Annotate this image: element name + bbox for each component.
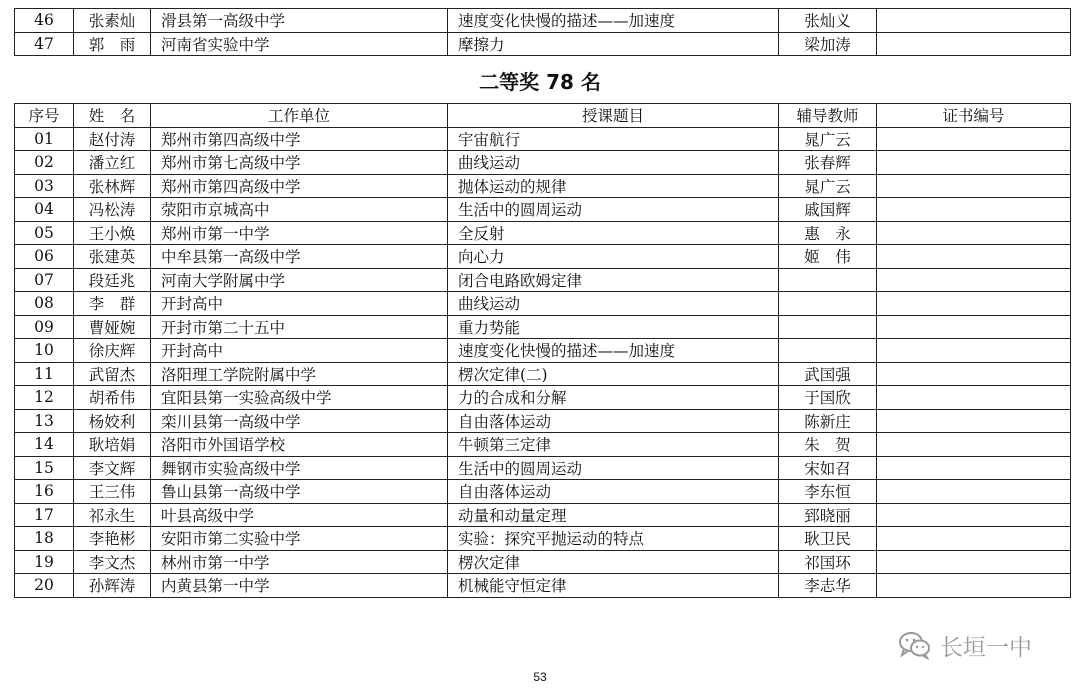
cell-teacher: 郅晓丽 — [779, 503, 877, 527]
cell-teacher: 晁广云 — [779, 174, 877, 198]
cell-topic: 楞次定律 — [448, 550, 779, 574]
cell-no: 07 — [15, 268, 74, 292]
cell-no: 15 — [15, 456, 74, 480]
cell-teacher: 张春辉 — [779, 151, 877, 175]
cell-topic: 闭合电路欧姆定律 — [448, 268, 779, 292]
cell-teacher — [779, 339, 877, 363]
cell-unit: 舞钢市实验高级中学 — [151, 456, 448, 480]
cell-cert — [877, 386, 1071, 410]
cell-no: 14 — [15, 433, 74, 457]
cell-cert — [877, 550, 1071, 574]
cell-no: 04 — [15, 198, 74, 222]
cell-unit: 开封市第二十五中 — [151, 315, 448, 339]
cell-no: 16 — [15, 480, 74, 504]
table-row — [15, 386, 1071, 410]
cell-teacher: 晁广云 — [779, 127, 877, 151]
cell-topic: 自由落体运动 — [448, 480, 779, 504]
cell-teacher: 武国强 — [779, 362, 877, 386]
cell-teacher: 李东恒 — [779, 480, 877, 504]
previous-winners-table — [14, 8, 1071, 56]
cell-name: 张建英 — [74, 245, 151, 269]
cell-teacher: 姬 伟 — [779, 245, 877, 269]
cell-cert — [877, 456, 1071, 480]
cell-cert — [877, 574, 1071, 598]
cell-name: 张素灿 — [74, 9, 151, 33]
cell-unit: 开封高中 — [151, 339, 448, 363]
cell-teacher: 祁国环 — [779, 550, 877, 574]
cell-topic: 楞次定律(二) — [448, 362, 779, 386]
table-row — [15, 339, 1071, 363]
cell-topic: 宇宙航行 — [448, 127, 779, 151]
cell-unit: 滑县第一高级中学 — [151, 9, 448, 33]
cell-no: 08 — [15, 292, 74, 316]
cell-unit: 郑州市第七高级中学 — [151, 151, 448, 175]
cell-name: 冯松涛 — [74, 198, 151, 222]
cell-name: 武留杰 — [74, 362, 151, 386]
cell-cert — [877, 221, 1071, 245]
cell-name: 李文杰 — [74, 550, 151, 574]
cell-teacher — [779, 292, 877, 316]
cell-cert — [877, 9, 1071, 33]
cell-unit: 郑州市第四高级中学 — [151, 127, 448, 151]
header-teacher: 辅导教师 — [779, 104, 877, 128]
cell-topic: 牛顿第三定律 — [448, 433, 779, 457]
cell-no: 17 — [15, 503, 74, 527]
cell-name: 曹娅婉 — [74, 315, 151, 339]
table-row — [15, 9, 1071, 33]
cell-cert — [877, 362, 1071, 386]
cell-teacher: 宋如召 — [779, 456, 877, 480]
cell-name: 祁永生 — [74, 503, 151, 527]
cell-name: 王小焕 — [74, 221, 151, 245]
header-name: 姓 名 — [74, 104, 151, 128]
cell-topic: 力的合成和分解 — [448, 386, 779, 410]
cell-teacher: 梁加涛 — [779, 32, 877, 56]
header-topic: 授课题目 — [448, 104, 779, 128]
cell-topic: 生活中的圆周运动 — [448, 198, 779, 222]
cell-no: 03 — [15, 174, 74, 198]
table-row — [15, 245, 1071, 269]
cell-unit: 安阳市第二实验中学 — [151, 527, 448, 551]
cell-name: 孙辉涛 — [74, 574, 151, 598]
table-row — [15, 480, 1071, 504]
cell-topic: 曲线运动 — [448, 151, 779, 175]
cell-cert — [877, 315, 1071, 339]
cell-teacher: 陈新庄 — [779, 409, 877, 433]
cell-teacher — [779, 315, 877, 339]
cell-topic: 自由落体运动 — [448, 409, 779, 433]
section-title: 二等奖 78 名 — [479, 70, 601, 94]
cell-no: 11 — [15, 362, 74, 386]
cell-unit: 郑州市第一中学 — [151, 221, 448, 245]
cell-name: 郭 雨 — [74, 32, 151, 56]
cell-unit: 郑州市第四高级中学 — [151, 174, 448, 198]
table-row — [15, 174, 1071, 198]
cell-name: 耿培娟 — [74, 433, 151, 457]
table-row — [15, 221, 1071, 245]
table-row — [15, 456, 1071, 480]
cell-teacher: 惠 永 — [779, 221, 877, 245]
cell-unit: 洛阳理工学院附属中学 — [151, 362, 448, 386]
cell-topic: 动量和动量定理 — [448, 503, 779, 527]
cell-cert — [877, 527, 1071, 551]
cell-cert — [877, 268, 1071, 292]
cell-name: 李文辉 — [74, 456, 151, 480]
cell-no: 19 — [15, 550, 74, 574]
cell-topic: 曲线运动 — [448, 292, 779, 316]
cell-no: 10 — [15, 339, 74, 363]
cell-no: 46 — [15, 9, 74, 33]
header-cert: 证书编号 — [877, 104, 1071, 128]
cell-unit: 荥阳市京城高中 — [151, 198, 448, 222]
cell-name: 张林辉 — [74, 174, 151, 198]
page-number: 53 — [533, 670, 547, 684]
cell-teacher: 朱 贺 — [779, 433, 877, 457]
cell-no: 05 — [15, 221, 74, 245]
cell-unit: 开封高中 — [151, 292, 448, 316]
second-prize-table — [14, 103, 1071, 598]
cell-cert — [877, 339, 1071, 363]
cell-cert — [877, 151, 1071, 175]
table-row — [15, 151, 1071, 175]
cell-topic: 摩擦力 — [448, 32, 779, 56]
cell-topic: 向心力 — [448, 245, 779, 269]
cell-name: 王三伟 — [74, 480, 151, 504]
cell-unit: 鲁山县第一高级中学 — [151, 480, 448, 504]
cell-cert — [877, 480, 1071, 504]
cell-teacher — [779, 268, 877, 292]
cell-teacher: 李志华 — [779, 574, 877, 598]
cell-unit: 洛阳市外国语学校 — [151, 433, 448, 457]
cell-cert — [877, 503, 1071, 527]
cell-cert — [877, 409, 1071, 433]
table-row — [15, 292, 1071, 316]
cell-unit: 河南省实验中学 — [151, 32, 448, 56]
header-no: 序号 — [15, 104, 74, 128]
cell-name: 李艳彬 — [74, 527, 151, 551]
cell-name: 杨姣利 — [74, 409, 151, 433]
watermark-text: 长垣一中 — [940, 634, 1032, 661]
cell-topic: 全反射 — [448, 221, 779, 245]
cell-name: 潘立红 — [74, 151, 151, 175]
table-header-row — [15, 104, 1071, 128]
previous-rows — [15, 9, 1071, 56]
table-row — [15, 433, 1071, 457]
cell-topic: 生活中的圆周运动 — [448, 456, 779, 480]
cell-cert — [877, 32, 1071, 56]
table-row — [15, 198, 1071, 222]
cell-name: 李 群 — [74, 292, 151, 316]
cell-unit: 栾川县第一高级中学 — [151, 409, 448, 433]
cell-unit: 内黄县第一中学 — [151, 574, 448, 598]
award-rows — [15, 127, 1071, 597]
cell-no: 06 — [15, 245, 74, 269]
cell-unit: 中牟县第一高级中学 — [151, 245, 448, 269]
cell-name: 徐庆辉 — [74, 339, 151, 363]
cell-no: 47 — [15, 32, 74, 56]
cell-unit: 河南大学附属中学 — [151, 268, 448, 292]
table-row — [15, 362, 1071, 386]
table-row — [15, 315, 1071, 339]
watermark — [898, 628, 1032, 662]
cell-topic: 机械能守恒定律 — [448, 574, 779, 598]
header-unit: 工作单位 — [151, 104, 448, 128]
cell-name: 赵付涛 — [74, 127, 151, 151]
cell-cert — [877, 433, 1071, 457]
wechat-icon — [898, 630, 932, 660]
cell-name: 胡希伟 — [74, 386, 151, 410]
cell-topic: 速度变化快慢的描述——加速度 — [448, 339, 779, 363]
cell-unit: 宜阳县第一实验高级中学 — [151, 386, 448, 410]
cell-cert — [877, 245, 1071, 269]
cell-no: 18 — [15, 527, 74, 551]
cell-topic: 重力势能 — [448, 315, 779, 339]
cell-topic: 抛体运动的规律 — [448, 174, 779, 198]
cell-cert — [877, 174, 1071, 198]
cell-unit: 叶县高级中学 — [151, 503, 448, 527]
cell-unit: 林州市第一中学 — [151, 550, 448, 574]
table-row — [15, 127, 1071, 151]
table-row — [15, 32, 1071, 56]
cell-topic: 实验：探究平抛运动的特点 — [448, 527, 779, 551]
table-row — [15, 574, 1071, 598]
cell-teacher: 张灿义 — [779, 9, 877, 33]
table-row — [15, 527, 1071, 551]
cell-name: 段廷兆 — [74, 268, 151, 292]
cell-no: 02 — [15, 151, 74, 175]
cell-teacher: 于国欣 — [779, 386, 877, 410]
cell-no: 13 — [15, 409, 74, 433]
cell-no: 01 — [15, 127, 74, 151]
cell-topic: 速度变化快慢的描述——加速度 — [448, 9, 779, 33]
table-row — [15, 503, 1071, 527]
cell-cert — [877, 127, 1071, 151]
table-row — [15, 550, 1071, 574]
table-row — [15, 268, 1071, 292]
table-row — [15, 409, 1071, 433]
cell-teacher: 耿卫民 — [779, 527, 877, 551]
cell-no: 12 — [15, 386, 74, 410]
cell-cert — [877, 292, 1071, 316]
cell-no: 20 — [15, 574, 74, 598]
cell-cert — [877, 198, 1071, 222]
cell-no: 09 — [15, 315, 74, 339]
cell-teacher: 戚国辉 — [779, 198, 877, 222]
